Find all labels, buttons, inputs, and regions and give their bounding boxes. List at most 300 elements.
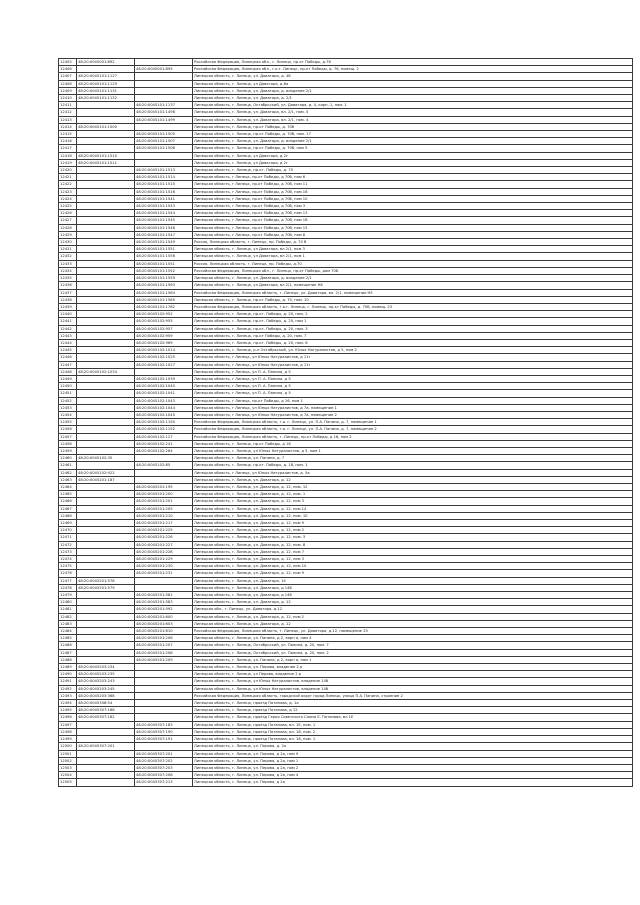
address-cell: Липецкая область, г Липецк, ул П. А. Папина, д 5 <box>193 375 633 382</box>
table-row <box>59 505 633 512</box>
address-cell: Липецкая область, г. Липецк, ул. Доватора, д 14б <box>193 584 633 591</box>
address-cell: Липецкая область, г. Липецк, ул. Доватора, д. 12, пом. 1 <box>193 491 633 498</box>
premises-number-cell <box>135 159 193 166</box>
address-cell: Липецкая область, г. Липецк, ул. Доватора, д. 12, пом 2 <box>193 613 633 620</box>
address-cell: Липецкая область, г. Липецк, ул Доватора, вл 2/1, помещение Н6 <box>193 282 633 289</box>
row-number-cell: 12452 <box>59 397 77 404</box>
address-cell: Российская Федерация, Липецкая обл., г. Липецк, пр-кт Победы, дом 70Б <box>193 267 633 274</box>
premises-number-cell: 48:20:0045102:127 <box>135 433 193 440</box>
parcel-number-cell <box>77 757 135 764</box>
row-number-cell: 12439 <box>59 303 77 310</box>
row-number-cell: 12496 <box>59 714 77 721</box>
table-body <box>59 59 633 787</box>
table-row <box>59 397 633 404</box>
table-row <box>59 462 633 469</box>
table-row <box>59 584 633 591</box>
table-row <box>59 239 633 246</box>
parcel-number-cell <box>77 613 135 620</box>
premises-number-cell: 48:20:0045201:205 <box>135 505 193 512</box>
premises-number-cell: 48:20:0045201:208 <box>135 649 193 656</box>
parcel-number-cell <box>77 750 135 757</box>
row-number-cell: 12490 <box>59 671 77 678</box>
premises-number-cell: 48:20:0045102:1039 <box>135 375 193 382</box>
address-cell: Российская Федерация, Липецкая обл., г. Липецк, пр-кт Победы, д.76 <box>193 59 633 66</box>
premises-number-cell <box>135 743 193 750</box>
premises-number-cell: 48:20:0045101:1559 <box>135 275 193 282</box>
parcel-number-cell <box>77 649 135 656</box>
address-cell: Липецкая область, г. Липецк, пр-кт Победы, д. 20, пом. 7 <box>193 332 633 339</box>
premises-number-cell: 48:20:0045201:583 <box>135 599 193 606</box>
address-cell: Липецкая область, г. Липецк, ул. Доватора, д. 4б <box>193 73 633 80</box>
premises-number-cell: 48:20:0045201:206 <box>135 635 193 642</box>
row-number-cell: 12460 <box>59 455 77 462</box>
parcel-number-cell <box>77 721 135 728</box>
premises-number-cell: 48:20:0045307:191 <box>135 736 193 743</box>
row-number-cell: 12486 <box>59 642 77 649</box>
address-cell: Липецкая область, г. Липецк, ул. Доватора, вл. 2/1, пом. 4 <box>193 116 633 123</box>
table-row <box>59 267 633 274</box>
premises-number-cell: 48:20:0045201:225 <box>135 527 193 534</box>
parcel-number-cell: 48:20:0045201:579 <box>77 584 135 591</box>
address-cell: Российская Федерация, Липецкая область, г.о. г. Липецк, ул. П.А. Папина, д. 7, помещение 2 <box>193 426 633 433</box>
table-row <box>59 764 633 771</box>
table-row <box>59 498 633 505</box>
premises-number-cell: 48:20:0045102:952 <box>135 311 193 318</box>
parcel-number-cell <box>77 498 135 505</box>
table-row <box>59 347 633 354</box>
address-cell: Липецкая область, г. Липецк, ул. Доватора, д. 12, пом. 8 <box>193 541 633 548</box>
table-row <box>59 73 633 80</box>
table-row <box>59 606 633 613</box>
address-cell: Липецкая область, г. Липецк, пр-кт. Победы, д. 70 <box>193 167 633 174</box>
address-cell: Липецкая область, г. Липецк, ул. Доватора, д. 12, пом 9 <box>193 570 633 577</box>
table-row <box>59 714 633 721</box>
parcel-number-cell <box>77 246 135 253</box>
premises-number-cell <box>135 95 193 102</box>
parcel-number-cell <box>77 66 135 73</box>
table-row <box>59 433 633 440</box>
premises-number-cell: 48:20:0045102:1040 <box>135 383 193 390</box>
table-row <box>59 116 633 123</box>
premises-number-cell: 48:20:0045201:207 <box>135 642 193 649</box>
parcel-number-cell <box>77 167 135 174</box>
table-row <box>59 664 633 671</box>
premises-number-cell: 48:20:0045101:1556 <box>135 253 193 260</box>
table-row <box>59 296 633 303</box>
address-cell: Липецкая область, г. Липецк, пр-кт Победы, д. 70б, пом. 17 <box>193 131 633 138</box>
parcel-number-cell <box>77 656 135 663</box>
address-cell: Липецкая область, г. Липецк, ул. Перова, д. 2а <box>193 743 633 750</box>
address-cell: Российская Федерация, Липецкая область, г. Липецк, пр-кт Победы, д 16, пом 2 <box>193 433 633 440</box>
parcel-number-cell <box>77 628 135 635</box>
parcel-number-cell <box>77 260 135 267</box>
row-number-cell: 12420 <box>59 167 77 174</box>
premises-number-cell: 48:20:0045101:1499 <box>135 116 193 123</box>
table-row <box>59 541 633 548</box>
address-cell: Липецкая область, г. Липецк, проезд Потапова, д. 1а <box>193 700 633 707</box>
parcel-number-cell: 48:20:0045101:1511 <box>77 159 135 166</box>
table-row <box>59 167 633 174</box>
address-cell: Липецкая область, г. Липецк, пр-кт. Победы, д. 18, пом. 1 <box>193 462 633 469</box>
premises-number-cell: 48:20:0045201:581 <box>135 592 193 599</box>
parcel-number-cell <box>77 462 135 469</box>
address-cell: Липецкая область, г. Липецк, ул. Доватора, д. 12, пом 3 <box>193 498 633 505</box>
parcel-number-cell <box>77 102 135 109</box>
address-cell: Липецкая область, г. Липецк, ул. Доватора, д 14б <box>193 592 633 599</box>
table-row <box>59 426 633 433</box>
parcel-number-cell <box>77 411 135 418</box>
premises-number-cell: 48:20:0045102:1027 <box>135 361 193 368</box>
row-number-cell: 12454 <box>59 411 77 418</box>
table-row <box>59 548 633 555</box>
address-cell: Липецкая область, г. Липецк, ул. Папина, д. 7 <box>193 455 633 462</box>
address-cell: Липецкая область, г. Липецк, ул. Доватора, 14 <box>193 577 633 584</box>
table-row <box>59 419 633 426</box>
table-row <box>59 411 633 418</box>
table-row <box>59 361 633 368</box>
premises-number-cell: 48:20:0045102:959 <box>135 332 193 339</box>
address-cell: Липецкая область, г. Липецк, ул. Папина, д 2, корп а, пом 1 <box>193 656 633 663</box>
table-row <box>59 599 633 606</box>
address-cell: Липецкая область, г. Липецк, проезд Героя Советского Союза Е. Потапова, вл 1Е <box>193 714 633 721</box>
address-cell: Липецкая область, г. Липецк, пр-кт Победы, д. 70б, пом 5 <box>193 145 633 152</box>
row-number-cell: 12406 <box>59 66 77 73</box>
parcel-number-cell <box>77 267 135 274</box>
address-cell: Липецкая область, г. Липецк, пр-кт. Победы, д. 20, пом. 2 <box>193 311 633 318</box>
row-number-cell: 12443 <box>59 332 77 339</box>
premises-number-cell <box>135 476 193 483</box>
table-row <box>59 159 633 166</box>
table-row <box>59 772 633 779</box>
table-row <box>59 102 633 109</box>
premises-number-cell: 48:20:0045101:1544 <box>135 210 193 217</box>
row-number-cell: 12441 <box>59 318 77 325</box>
premises-number-cell: 48:20:0045201:209 <box>135 656 193 663</box>
premises-number-cell <box>135 368 193 375</box>
premises-number-cell: 48:20:0045101:1137 <box>135 102 193 109</box>
address-cell: Липецкая область, г. Липецк, ул. Доватора, д. 12, пом 3 <box>193 556 633 563</box>
table-row <box>59 476 633 483</box>
row-number-cell: 12488 <box>59 656 77 663</box>
premises-number-cell: 48:20:0045001:895 <box>135 66 193 73</box>
parcel-number-cell: 48:20:0045101:1129 <box>77 80 135 87</box>
address-cell: Липецкая область, г Липецк, пр-кт Победы, д 16, пом 1 <box>193 397 633 404</box>
table-row <box>59 779 633 786</box>
table-row <box>59 628 633 635</box>
parcel-number-cell: 48:20:0045307:182 <box>77 714 135 721</box>
row-number-cell: 12464 <box>59 483 77 490</box>
row-number-cell: 12414 <box>59 123 77 130</box>
table-row <box>59 224 633 231</box>
parcel-number-cell <box>77 195 135 202</box>
row-number-cell: 12422 <box>59 181 77 188</box>
table-row <box>59 217 633 224</box>
row-number-cell: 12484 <box>59 628 77 635</box>
row-number-cell: 12415 <box>59 131 77 138</box>
premises-number-cell: 48:20:0045201:210 <box>135 512 193 519</box>
table-row <box>59 469 633 476</box>
document-table <box>58 58 633 787</box>
table-row <box>59 253 633 260</box>
parcel-number-cell <box>77 361 135 368</box>
table-row <box>59 368 633 375</box>
address-cell: Липецкая область, г. Липецк, ул. Перова, д 2а, пом 4 <box>193 772 633 779</box>
premises-number-cell <box>135 59 193 66</box>
row-number-cell: 12434 <box>59 267 77 274</box>
row-number-cell: 12442 <box>59 325 77 332</box>
parcel-number-cell <box>77 570 135 577</box>
row-number-cell: 12477 <box>59 577 77 584</box>
parcel-number-cell <box>77 433 135 440</box>
table-row <box>59 109 633 116</box>
parcel-number-cell: 48:20:0045203:245 <box>77 685 135 692</box>
table-row <box>59 181 633 188</box>
premises-number-cell: 48:20:0045102:1152 <box>135 426 193 433</box>
parcel-number-cell <box>77 332 135 339</box>
table-row <box>59 527 633 534</box>
row-number-cell: 12505 <box>59 779 77 786</box>
row-number-cell: 12418 <box>59 152 77 159</box>
parcel-number-cell <box>77 318 135 325</box>
address-cell: Липецкая область, г. Липецк, проезд Потапова, вл. 18, пом. 1 <box>193 736 633 743</box>
row-number-cell: 12427 <box>59 217 77 224</box>
table-row <box>59 736 633 743</box>
table-row <box>59 339 633 346</box>
row-number-cell: 12502 <box>59 757 77 764</box>
row-number-cell: 12485 <box>59 635 77 642</box>
table-row <box>59 383 633 390</box>
row-number-cell: 12482 <box>59 613 77 620</box>
row-number-cell: 12444 <box>59 339 77 346</box>
parcel-number-cell <box>77 527 135 534</box>
address-cell: Липецкая область, г Липецк, ул П. А. Папина, д 5 <box>193 383 633 390</box>
row-number-cell: 12433 <box>59 260 77 267</box>
table-row <box>59 491 633 498</box>
table-row <box>59 570 633 577</box>
table-row <box>59 743 633 750</box>
premises-number-cell: 48:20:0045101:1552 <box>135 267 193 274</box>
parcel-number-cell <box>77 505 135 512</box>
address-cell: Липецкая область, г Липецк, пр-кт Победы, д 70б, пом 13 <box>193 210 633 217</box>
premises-number-cell: 48:20:0045101:1508 <box>135 145 193 152</box>
premises-number-cell: 48:20:0045307:202 <box>135 757 193 764</box>
row-number-cell: 12405 <box>59 59 77 66</box>
table-row <box>59 318 633 325</box>
premises-number-cell: 48:20:0045101:1564 <box>135 289 193 296</box>
table-row <box>59 692 633 699</box>
address-cell: Липецкая область, г Липецк, ул Юных Натуралистов, д. 5а <box>193 469 633 476</box>
premises-number-cell: 48:20:0045201:195 <box>135 483 193 490</box>
table-row <box>59 404 633 411</box>
table-row <box>59 138 633 145</box>
row-number-cell: 12489 <box>59 664 77 671</box>
parcel-number-cell <box>77 606 135 613</box>
row-number-cell: 12503 <box>59 764 77 771</box>
premises-number-cell: 48:20:0045201:201 <box>135 498 193 505</box>
parcel-number-cell <box>77 404 135 411</box>
row-number-cell: 12412 <box>59 109 77 116</box>
row-number-cell: 12408 <box>59 80 77 87</box>
row-number-cell: 12494 <box>59 700 77 707</box>
premises-number-cell: 48:20:0045201:603 <box>135 620 193 627</box>
address-cell: Липецкая обл., г. Липецк, ул. Доватора, д.12 <box>193 606 633 613</box>
parcel-number-cell <box>77 779 135 786</box>
row-number-cell: 12445 <box>59 347 77 354</box>
parcel-number-cell <box>77 440 135 447</box>
address-cell: Липецкая область, г Липецк, ул Юных Натуралистов, д 11г <box>193 361 633 368</box>
parcel-number-cell <box>77 447 135 454</box>
parcel-number-cell <box>77 289 135 296</box>
row-number-cell: 12458 <box>59 440 77 447</box>
premises-number-cell <box>135 152 193 159</box>
parcel-number-cell <box>77 620 135 627</box>
row-number-cell: 12440 <box>59 311 77 318</box>
parcel-number-cell: 48:20:0045101:1127 <box>77 73 135 80</box>
row-number-cell: 12473 <box>59 548 77 555</box>
row-number-cell: 12471 <box>59 534 77 541</box>
premises-number-cell: 48:20:0045102:264 <box>135 447 193 454</box>
table-row <box>59 520 633 527</box>
premises-number-cell: 48:20:0045201:226 <box>135 534 193 541</box>
address-cell: Липецкая область, г. Липецк, ул. Доватора, д. 12, пом 2 <box>193 527 633 534</box>
address-cell: Липецкая область, г. Липецк, ул. Доватора, вл. 2/1, пом. 5 <box>193 109 633 116</box>
premises-number-cell: 48:20:0045102:969 <box>135 339 193 346</box>
table-row <box>59 375 633 382</box>
parcel-number-cell: 48:20:0045101:1132 <box>77 95 135 102</box>
premises-number-cell: 48:20:0045101:1551 <box>135 260 193 267</box>
row-number-cell: 12409 <box>59 87 77 94</box>
table-row <box>59 656 633 663</box>
row-number-cell: 12498 <box>59 728 77 735</box>
premises-number-cell: 48:20:0045102:1045 <box>135 411 193 418</box>
premises-number-cell <box>135 73 193 80</box>
table-row <box>59 123 633 130</box>
row-number-cell: 12410 <box>59 95 77 102</box>
parcel-number-cell: 48:20:0045201:187 <box>77 476 135 483</box>
table-row <box>59 210 633 217</box>
parcel-number-cell <box>77 556 135 563</box>
table-row <box>59 188 633 195</box>
table-row <box>59 563 633 570</box>
address-cell: Липецкая область, г. Липецк, проезд Потапова, д 12 <box>193 707 633 714</box>
parcel-number-cell <box>77 541 135 548</box>
parcel-number-cell: 48:20:0045203:235 <box>77 671 135 678</box>
premises-number-cell: 48:20:0045201:227 <box>135 541 193 548</box>
parcel-number-cell <box>77 311 135 318</box>
row-number-cell: 12465 <box>59 491 77 498</box>
address-cell: Липецкая область, г. Липецк, Октябрьский, ул. Папина, д. 20, пом. 2 <box>193 649 633 656</box>
address-cell: Липецкая область, г. Липецк, ул. Доватора, д. 12, пом. 12 <box>193 483 633 490</box>
table-row <box>59 332 633 339</box>
row-number-cell: 12411 <box>59 102 77 109</box>
parcel-number-cell <box>77 109 135 116</box>
parcel-number-cell <box>77 390 135 397</box>
table-row <box>59 246 633 253</box>
row-number-cell: 12456 <box>59 426 77 433</box>
table-row <box>59 728 633 735</box>
parcel-number-cell <box>77 563 135 570</box>
parcel-number-cell <box>77 131 135 138</box>
row-number-cell: 12492 <box>59 685 77 692</box>
row-number-cell: 12474 <box>59 556 77 563</box>
address-cell: Липецкая область, г. Липецк, пр-кт Победы, д. 70, пом. 10 <box>193 296 633 303</box>
parcel-number-cell <box>77 491 135 498</box>
row-number-cell: 12469 <box>59 520 77 527</box>
parcel-number-cell <box>77 181 135 188</box>
address-cell: Липецкая область, г. Липецк, ул. Доватора, д. 12, пом. 10 <box>193 512 633 519</box>
table-row <box>59 59 633 66</box>
parcel-number-cell <box>77 426 135 433</box>
premises-number-cell: 48:20:0045102:241 <box>135 440 193 447</box>
address-cell: Липецкая область, г. Липецк, проезд Потапова, вл. 18, пом. 2 <box>193 728 633 735</box>
parcel-number-cell <box>77 419 135 426</box>
row-number-cell: 12470 <box>59 527 77 534</box>
row-number-cell: 12416 <box>59 138 77 145</box>
address-cell: Липецкая область, г. Липецк, пр-кт. Победы, д. 20, пом. 3 <box>193 325 633 332</box>
parcel-number-cell: 48:20:0045307:168 <box>77 707 135 714</box>
parcel-number-cell: 48:20:0045307:201 <box>77 743 135 750</box>
parcel-number-cell <box>77 282 135 289</box>
row-number-cell: 12479 <box>59 592 77 599</box>
premises-number-cell: 48:20:0045101:1545 <box>135 217 193 224</box>
address-cell: Россия, Липецкая область, г. Липецк, пр. Победы, д.70 <box>193 260 633 267</box>
address-cell: Липецкая область, г. Липецк, ул. Доватора, д. 12, пом.14 <box>193 505 633 512</box>
table-row <box>59 87 633 94</box>
table-row <box>59 512 633 519</box>
table-row <box>59 685 633 692</box>
address-cell: Липецкая область, г. Липецк, ул Юных Натуралистов, д 3, пом 1 <box>193 447 633 454</box>
premises-number-cell: 48:20:0045101:1513 <box>135 167 193 174</box>
address-cell: Липецкая область, г. Липецк, ул Доватора, вл 2/1, пом 1 <box>193 253 633 260</box>
premises-number-cell: 48:20:0045101:1547 <box>135 231 193 238</box>
premises-number-cell: 48:20:0045307:190 <box>135 728 193 735</box>
row-number-cell: 12462 <box>59 469 77 476</box>
row-number-cell: 12431 <box>59 246 77 253</box>
row-number-cell: 12499 <box>59 736 77 743</box>
address-cell: Липецкая область, г. Липецк, пр-кт Победы, д 16 <box>193 440 633 447</box>
premises-number-cell: 48:20:0045101:1516 <box>135 188 193 195</box>
premises-number-cell: 48:20:0045201:229 <box>135 556 193 563</box>
premises-number-cell: 48:20:0045101:1565 <box>135 296 193 303</box>
row-number-cell: 12426 <box>59 210 77 217</box>
address-cell: Липецкая область, г. Липецк, ул Доватора, д 2г <box>193 159 633 166</box>
row-number-cell: 12476 <box>59 570 77 577</box>
address-cell: Липецкая область, г Липецк, пр-кт Победы, д 70б, пом 6 <box>193 174 633 181</box>
premises-number-cell <box>135 685 193 692</box>
address-cell: Липецкая область, г Липецк, пр-кт Победы, д 70б, пом 10 <box>193 195 633 202</box>
premises-number-cell: 48:20:0045307:203 <box>135 764 193 771</box>
premises-number-cell <box>135 123 193 130</box>
premises-number-cell: 48:20:0045102:955 <box>135 318 193 325</box>
premises-number-cell: 48:20:0045101:1546 <box>135 224 193 231</box>
premises-number-cell: 48:20:0045101:1498 <box>135 109 193 116</box>
address-cell: Липецкая область, г. Липецк, р-н Октябрьский, ул. Юных Натуралистов, д 5, пом 2 <box>193 347 633 354</box>
parcel-number-cell <box>77 599 135 606</box>
row-number-cell: 12481 <box>59 606 77 613</box>
address-cell: Липецкая область, г. Липецк, ул. Доватора, д. 12, пом 7 <box>193 548 633 555</box>
premises-number-cell: 48:20:0045101:1563 <box>135 282 193 289</box>
parcel-number-cell: 48:20:0045001:892 <box>77 59 135 66</box>
row-number-cell: 12436 <box>59 282 77 289</box>
premises-number-cell: 48:20:0045201:600 <box>135 613 193 620</box>
premises-number-cell: 48:20:0045101:1782 <box>135 303 193 310</box>
premises-number-cell <box>135 469 193 476</box>
address-cell: Липецкая область, г Липецк, ул Юных Натуралистов, д 11г <box>193 354 633 361</box>
parcel-number-cell: 48:20:0045203:234 <box>77 664 135 671</box>
row-number-cell: 12449 <box>59 375 77 382</box>
address-cell: Липецкая область, г. Липецк, ул. Перова, д 2а <box>193 779 633 786</box>
parcel-number-cell <box>77 512 135 519</box>
